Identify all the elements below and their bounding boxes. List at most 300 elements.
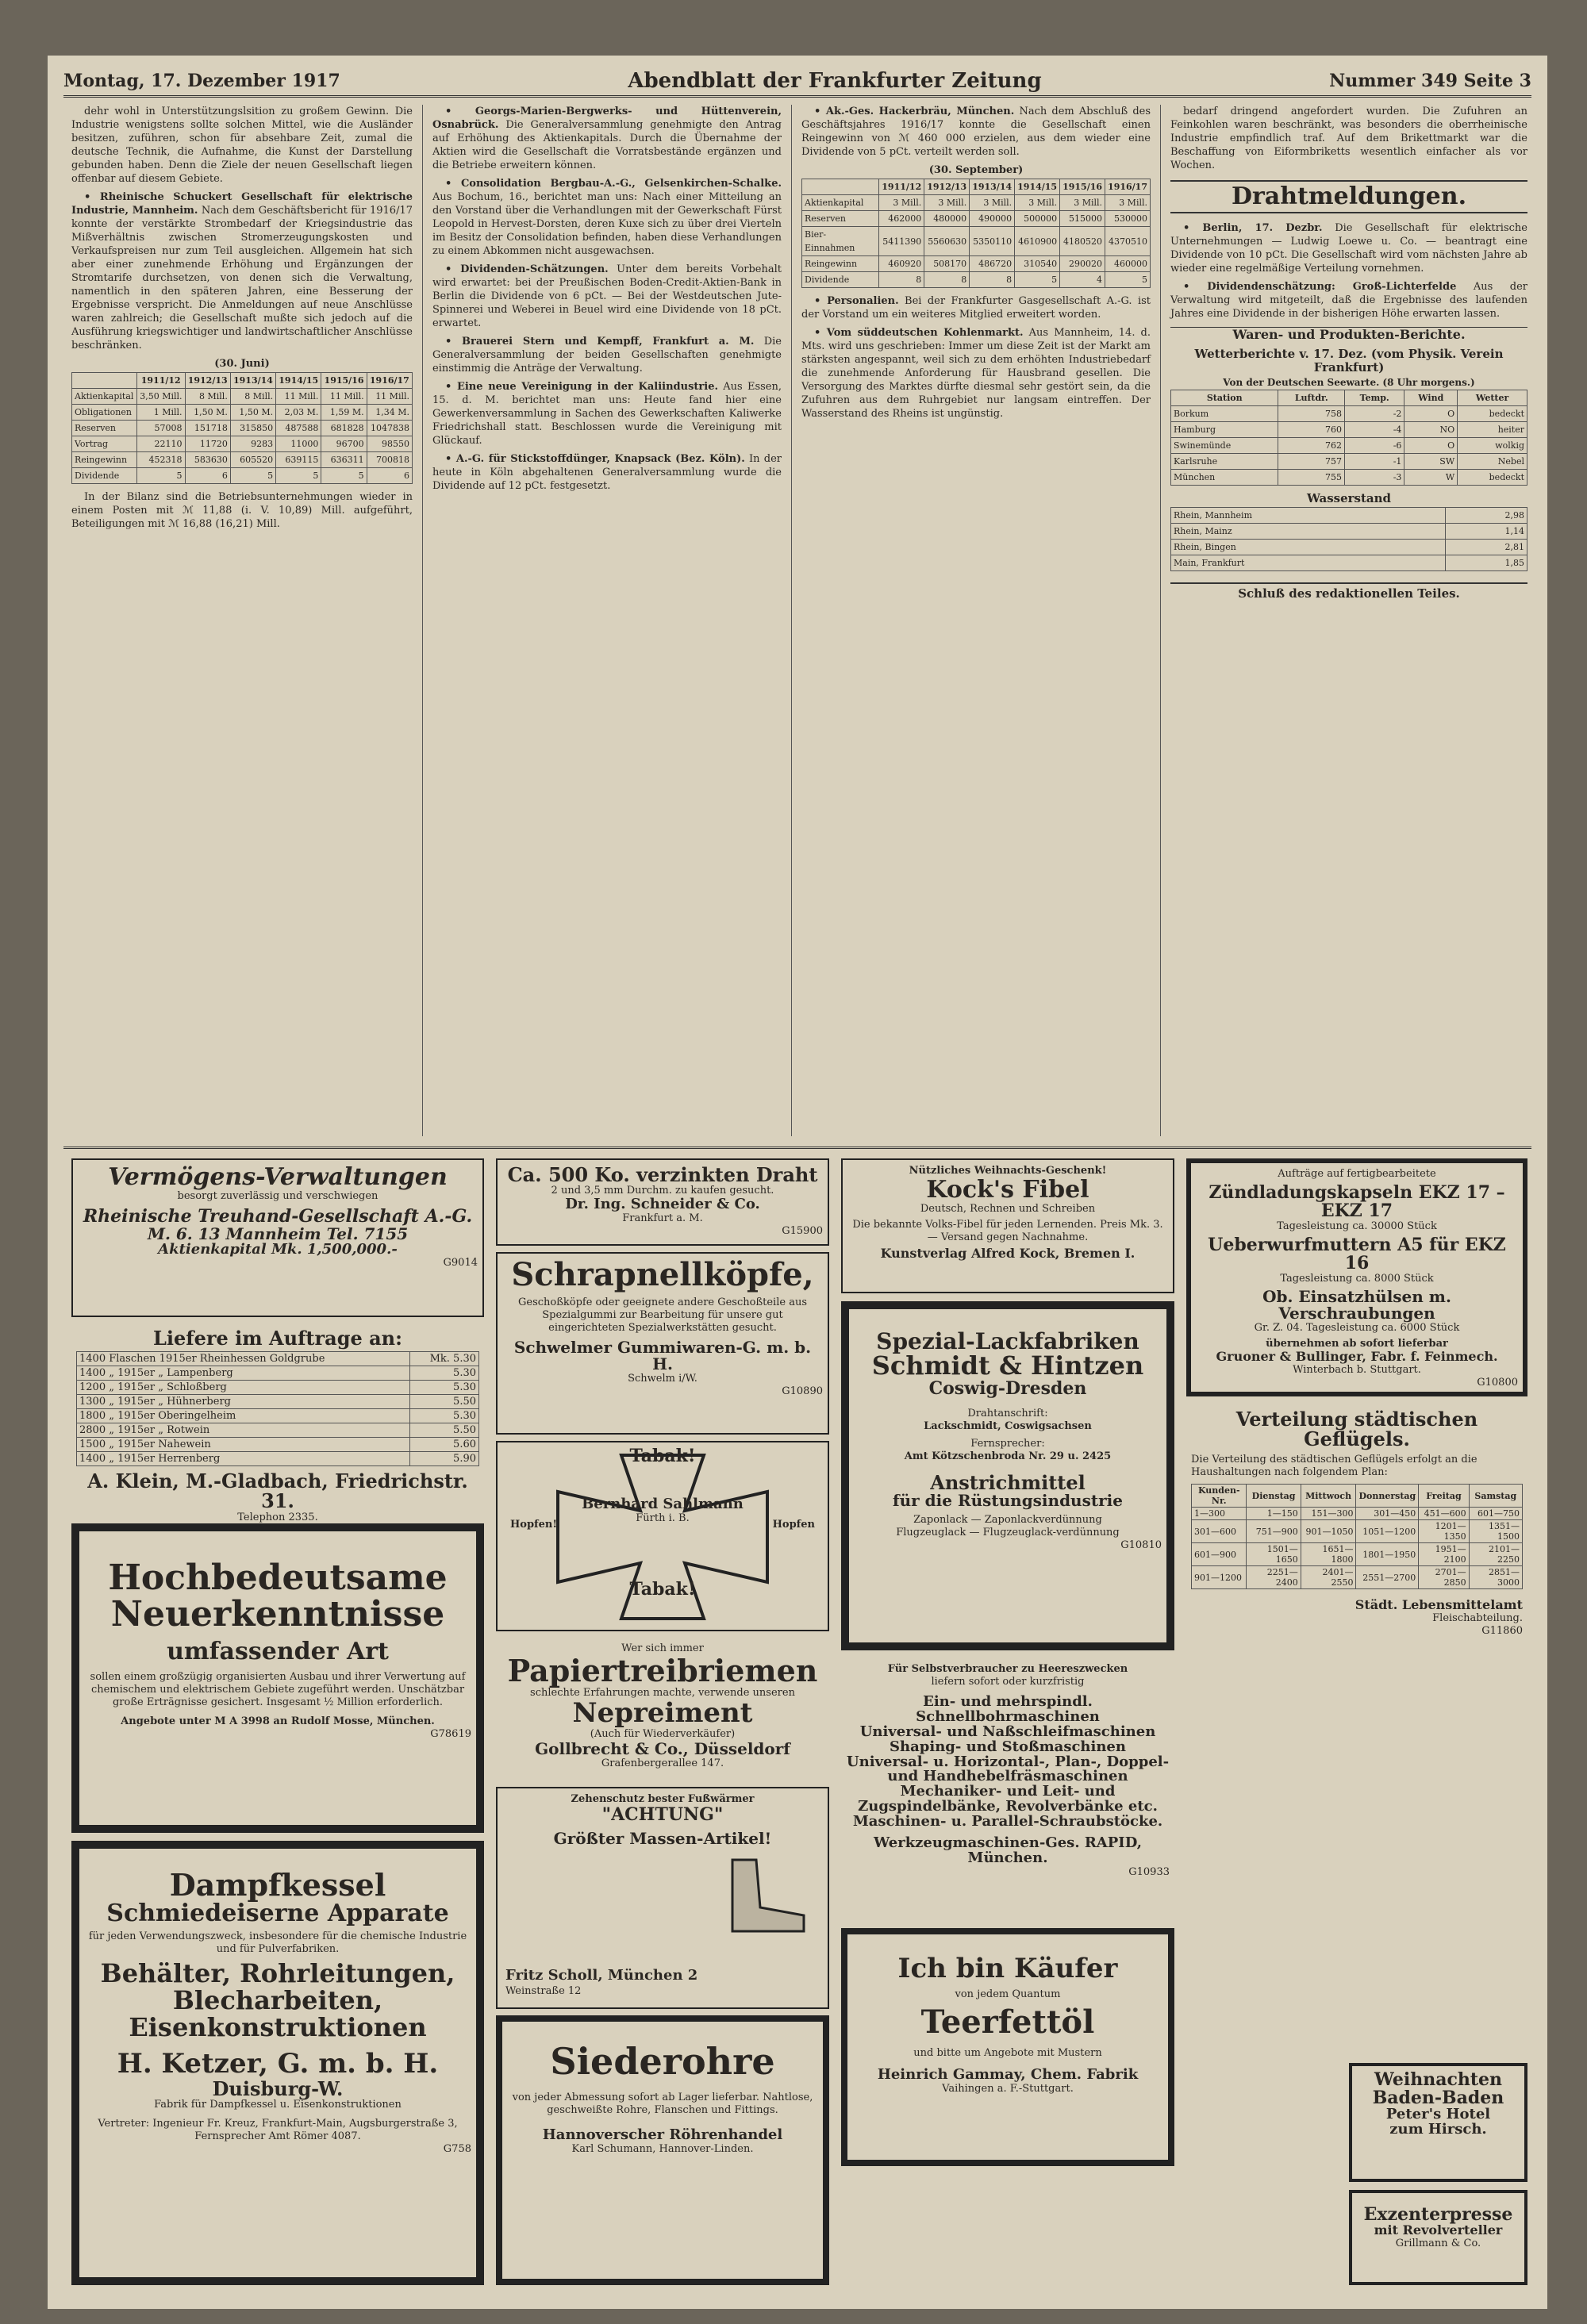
ad-product: Ueberwurfmuttern A5 für EKZ 16 — [1208, 1235, 1506, 1274]
col1-finance-table — [71, 372, 413, 484]
table-row — [1171, 454, 1527, 470]
ad-city: Schwelm i/W. — [628, 1373, 697, 1385]
table-cell: 1400 „ 1915er „ Lampenberg — [77, 1366, 410, 1381]
table-cell: 5 — [1015, 272, 1060, 288]
table-cell: Borkum — [1171, 406, 1278, 422]
table-cell: 301—450 — [1356, 1508, 1419, 1520]
table-cell: 6 — [185, 468, 230, 484]
table-row — [1192, 1520, 1523, 1543]
table-cell: 530000 — [1105, 211, 1151, 227]
ad-code: G10800 — [1477, 1377, 1518, 1389]
table-cell: 4180520 — [1060, 227, 1105, 256]
table-cell: 3 Mill. — [1105, 195, 1151, 211]
ad-subtitle: Deutsch, Rechnen und Schreiben — [920, 1202, 1096, 1215]
table-cell: 5 — [276, 468, 321, 484]
table-row — [1171, 438, 1527, 454]
article-column-2 — [432, 105, 782, 1144]
table-header-cell: 1916/17 — [1105, 179, 1151, 195]
ad-phone: Telephon 2335. — [237, 1511, 318, 1523]
table-cell: Rhein, Mannheim — [1171, 508, 1446, 524]
table-cell: 4 — [1060, 272, 1105, 288]
ad-city: Duisburg-W. — [212, 2076, 344, 2100]
table-cell: 601—750 — [1469, 1508, 1522, 1520]
col4-item-title: • Berlin, 17. Dezbr. — [1183, 222, 1323, 234]
table-row — [72, 421, 413, 436]
table-row — [1171, 406, 1527, 422]
table-cell: 2851—3000 — [1469, 1566, 1522, 1589]
col2-item-text: Unter dem bereits Vorbehalt wird erwartet: bei der Preußischen Boden-Credit-Aktien-Bank in Berlin die Dividende von 6 pCt. — Bei der Westdeutschen Jute-Spinnerei und Weberei in Beuel wird eine Dividende von 18 pCt. erwartet. — [432, 263, 782, 329]
table-cell: 460000 — [1105, 256, 1151, 272]
table-cell: 3 Mill. — [924, 195, 970, 211]
table-header-row — [72, 373, 413, 389]
end-editorial-note: Schluß des redaktionellen Teiles. — [1170, 582, 1527, 601]
ad-code: G10933 — [1128, 1865, 1170, 1878]
ad-text: Die bekannte Volks-Fibel für jeden Lernenden. Preis Mk. 3.— Versand gegen Nachnahme. — [852, 1218, 1163, 1243]
table-header-cell: Dienstag — [1247, 1485, 1301, 1508]
col3-table-title: (30. September) — [928, 164, 1024, 176]
ad-title: Neuerkenntnisse — [110, 1594, 445, 1635]
table-cell: 901—1200 — [1192, 1566, 1247, 1589]
table-cell: 22110 — [136, 436, 185, 452]
col4-item-title: • Dividendenschätzung: Groß-Lichterfelde — [1183, 281, 1457, 293]
table-cell: 96700 — [321, 436, 367, 452]
ad-subtitle: Schmiedeiserne Apparate — [106, 1899, 449, 1927]
table-cell: 5.90 — [410, 1452, 479, 1466]
table-header-cell — [802, 179, 879, 195]
table-cell: 755 — [1278, 470, 1345, 486]
ad-text: sollen einem großzügig organisierten Ausbau und ihrer Verwertung auf chemischem und elektrischem Gebiete zugeführt werden. Unschätzbar große Erträgnisse gesichert. Insgesamt ½ Million erforderlich. — [90, 1670, 466, 1708]
table-cell: 2800 „ 1915er „ Rotwein — [77, 1423, 410, 1438]
table-header-cell: 1914/15 — [276, 373, 321, 389]
ad-line: Ein- und mehrspindl. Schnellbohrmaschinen — [916, 1693, 1100, 1725]
table-cell: 1351—1500 — [1469, 1520, 1522, 1543]
table-cell: 462000 — [879, 211, 924, 227]
ad-subtitle: liefern sofort oder kurzfristig — [931, 1676, 1085, 1688]
table-cell: Dividende — [802, 272, 879, 288]
table-cell: 757 — [1278, 454, 1345, 470]
table-row — [1171, 422, 1527, 438]
table-header-cell: 1914/15 — [1015, 179, 1060, 195]
table-cell: 1047838 — [367, 421, 412, 436]
ad-text: Zaponlack — Zaponlackverdünnung — [913, 1514, 1102, 1527]
col3-item-text: Aus Mannheim, 14. d. Mts. wird uns geschrieben: Immer um diese Zeit ist der Markt am stärksten angespannt, weil sich zu dem erhöhten Industriebedarf die zunehmende Anforderung für Hausbrand gesellen. Die Versorgung des Marktes dürfte diesmal sehr gestört sein, da die Zufuhren aus dem Ruhrgebiet nur langsam eintreffen. Der Wasserstand des Rheins ist ungünstig. — [801, 327, 1151, 420]
col4-item-text: Die Gesellschaft für elektrische Unternehmungen — Ludwig Loewe u. Co. — beantragt eine Dividende von 10 pCt. Die Gesellschaft wird vom nächsten Jahre ab wieder eine regelmäßige Verteilung vornehmen. — [1170, 222, 1527, 275]
table-header-row — [802, 179, 1151, 195]
col3-item-text: Bei der Frankfurter Gasgesellschaft A.-G. ist der Vorstand um ein weiteres Mitglied erweitert worden. — [801, 295, 1151, 321]
table-cell: Rhein, Bingen — [1171, 540, 1446, 555]
table-cell: 3 Mill. — [1060, 195, 1105, 211]
ad-code: G10890 — [782, 1385, 823, 1397]
table-row — [77, 1381, 479, 1395]
ad-title: Spezial-Lackfabriken — [876, 1328, 1139, 1354]
table-cell: Dividende — [72, 468, 137, 484]
table-header-cell: 1913/14 — [230, 373, 275, 389]
ad-text: übernehmen ab sofort lieferbar — [1266, 1338, 1448, 1350]
ad-text: Aufträge auf fertigbearbeitete — [1278, 1168, 1436, 1180]
table-cell: 601—900 — [1192, 1543, 1247, 1566]
ad-title: Schrapnellköpfe, — [511, 1256, 814, 1293]
ad-note: Tagesleistung ca. 30000 Stück — [1277, 1220, 1437, 1233]
ad-spezial-lack — [841, 1301, 1174, 1650]
article-column-1 — [71, 105, 413, 1144]
masthead — [63, 67, 1531, 98]
ad-text: und bitte um Angebote mit Mustern — [913, 2046, 1102, 2059]
ad-tabak — [496, 1441, 829, 1631]
table-cell: O — [1404, 406, 1458, 422]
table-header-cell: 1916/17 — [367, 373, 412, 389]
table-header-cell: Freitag — [1419, 1485, 1469, 1508]
ad-text: Nützliches Weihnachts-Geschenk! — [909, 1165, 1107, 1177]
table-cell: 2,98 — [1446, 508, 1527, 524]
ad-subtitle: mit Revolverteller — [1374, 2222, 1503, 2238]
table-cell: 11 Mill. — [367, 389, 412, 405]
ad-product: Ob. Einsatzhülsen m. Verschraubungen — [1262, 1287, 1451, 1323]
table-cell: bedeckt — [1458, 406, 1527, 422]
table-header-cell: 1912/13 — [185, 373, 230, 389]
ad-city: Baden-Baden — [1372, 2088, 1504, 2109]
table-cell: 5.30 — [410, 1366, 479, 1381]
table-cell: Obligationen — [72, 405, 137, 421]
ad-kock-fibel — [841, 1158, 1174, 1293]
table-cell: 1800 „ 1915er Oberingelheim — [77, 1409, 410, 1423]
ad-title: Siederohre — [550, 2040, 775, 2083]
ad-city: Coswig-Dresden — [928, 1377, 1087, 1399]
ad-text: für jeden Verwendungszweck, insbesondere für die chemische Industrie und für Pulverfabriken. — [88, 1930, 467, 1956]
table-cell: 2,03 M. — [276, 405, 321, 421]
table-cell: 1500 „ 1915er Nahewein — [77, 1438, 410, 1452]
ad-line: Shaping- und Stoßmaschinen — [890, 1738, 1126, 1755]
ad-product: Zündladungskapseln EKZ 17 – EKZ 17 — [1209, 1182, 1505, 1222]
table-cell: 57008 — [136, 421, 185, 436]
ad-note: (Auch für Wiederverkäufer) — [590, 1727, 736, 1740]
table-header-cell: 1915/16 — [1060, 179, 1105, 195]
ad-text: von jeder Abmessung sofort ab Lager lieferbar. Nahtlose, geschweißte Rohre, Flanschen und Fittings. — [512, 2092, 813, 2117]
table-cell: -4 — [1345, 422, 1404, 438]
ad-papiertreibriemen — [496, 1638, 829, 1780]
ad-city: Winterbach b. Stuttgart. — [1293, 1364, 1421, 1377]
table-cell: Vortrag — [72, 436, 137, 452]
ad-kaeufer — [841, 1928, 1174, 2166]
table-cell: 1051—1200 — [1356, 1520, 1419, 1543]
weather-title: Wetterberichte v. 17. Dez. (vom Physik. Verein Frankfurt) — [1194, 347, 1504, 375]
table-cell: 639115 — [276, 452, 321, 468]
table-cell: 1200 „ 1915er „ Schloßberg — [77, 1381, 410, 1395]
ad-side-label: Hopfen! — [510, 1519, 558, 1531]
ad-product: Anstrichmittel — [930, 1471, 1086, 1495]
ad-vermoegens — [71, 1158, 484, 1317]
col2-item-title: • Dividenden-Schätzungen. — [445, 263, 609, 275]
col1-paragraph-end: In der Bilanz sind die Betriebsunternehmungen wieder in einem Posten mit ℳ 11,88 (i. V. 10,89) Mill. aufgeführt, Beteiligungen mit ℳ 16,88 (16,21) Mill. — [71, 491, 413, 530]
column-divider — [422, 105, 423, 1136]
masthead-issue: Nummer 349 Seite 3 — [1329, 71, 1531, 91]
ad-achtung — [496, 1787, 829, 2009]
weather-subtitle: Von der Deutschen Seewarte. (8 Uhr morgens.) — [1223, 377, 1475, 388]
ad-side-label: Hopfen — [772, 1519, 815, 1531]
ad-firm: Werkzeugmaschinen-Ges. RAPID, München. — [874, 1834, 1142, 1866]
table-cell: 515000 — [1060, 211, 1105, 227]
table-cell: 2551—2700 — [1356, 1566, 1419, 1589]
table-row — [72, 452, 413, 468]
table-cell: O — [1404, 438, 1458, 454]
table-cell: Mk. 5.30 — [410, 1352, 479, 1366]
table-row — [77, 1438, 479, 1452]
table-header-cell: Samstag — [1469, 1485, 1522, 1508]
table-cell: 98550 — [367, 436, 412, 452]
table-cell: 5350110 — [970, 227, 1015, 256]
ad-city: Vaihingen a. F.-Stuttgart. — [942, 2082, 1074, 2095]
table-row — [802, 211, 1151, 227]
table-row — [1171, 540, 1527, 555]
table-row — [802, 227, 1151, 256]
ad-hochbedeutsame — [71, 1523, 484, 1833]
table-cell: 1951—2100 — [1419, 1543, 1469, 1566]
ad-phone: Amt Kötzschenbroda Nr. 29 u. 2425 — [904, 1450, 1112, 1463]
table-cell: 583630 — [185, 452, 230, 468]
table-header-cell: Kunden-Nr. — [1192, 1485, 1247, 1508]
column-divider — [791, 105, 792, 1136]
ad-title: Liefere im Auftrage an: — [153, 1327, 402, 1350]
col3-finance-table — [801, 179, 1151, 288]
ad-text: schlechte Erfahrungen machte, verwende unseren — [530, 1686, 795, 1699]
ad-firm: A. Klein, M.-Gladbach, Friedrichstr. 31. — [87, 1469, 468, 1513]
table-cell: W — [1404, 470, 1458, 486]
ad-title: Für Selbstverbraucher zu Heereszwecken — [887, 1663, 1128, 1675]
ad-exzenterpresse — [1349, 2190, 1527, 2285]
table-cell: 3 Mill. — [970, 195, 1015, 211]
wine-list-table — [76, 1351, 479, 1466]
table-cell: Aktienkapital — [72, 389, 137, 405]
table-cell: 751—900 — [1247, 1520, 1301, 1543]
table-cell: 8 Mill. — [230, 389, 275, 405]
ad-product: für die Rüstungsindustrie — [893, 1491, 1123, 1511]
table-cell: 11 Mill. — [276, 389, 321, 405]
shoe-illustration-icon — [717, 1852, 812, 1939]
ad-label: Drahtanschrift: — [967, 1408, 1048, 1420]
section-heading: Waren- und Produkten-Berichte. — [1170, 327, 1527, 341]
table-cell: -3 — [1345, 470, 1404, 486]
col1-paragraph: dehr wohl in Unterstützungslsition zu großem Gewinn. Die Industrie wenigstens sollte solchen Mittel, wie die Ausländer besitzen, zuführen, schon für absehbare Zeit, zumal die deutsche Technik, die Aufnahme, die Kunst der Darstellung gebunden haben. Denn die Ziele der neuen Gesellschaft liegen offenbar auf diesem Gebiete. — [71, 106, 413, 185]
table-cell: 3,50 Mill. — [136, 389, 185, 405]
table-cell: NO — [1404, 422, 1458, 438]
ad-contact: Angebote unter M A 3998 an Rudolf Mosse, München. — [121, 1715, 435, 1727]
col1-table-title: (30. Juni) — [214, 358, 270, 370]
ad-dampfkessel — [71, 1841, 484, 2285]
ad-firm: Bernhard Sahlmann — [582, 1496, 744, 1513]
table-cell: 5 — [136, 468, 185, 484]
table-cell: 1,14 — [1446, 524, 1527, 540]
ad-firm: Heinrich Gammay, Chem. Fabrik — [877, 2065, 1139, 2083]
table-cell: 1,50 M. — [230, 405, 275, 421]
table-cell: 487588 — [276, 421, 321, 436]
ad-firm: Kunstverlag Alfred Kock, Bremen I. — [880, 1245, 1135, 1261]
ad-title: Vermögens-Verwaltungen — [108, 1163, 448, 1191]
table-cell: 5.50 — [410, 1395, 479, 1409]
table-row — [72, 436, 413, 452]
table-row — [72, 405, 413, 421]
table-cell: 1651—1800 — [1301, 1543, 1356, 1566]
col1-item-text: Nach dem Geschäftsbericht für 1916/17 konnte der verstärkte Strombedarf der Kriegsindustrie das Mißverhältnis zwischen Stromerzeugungskosten und Verkaufspreisen nur zum Teil ausgleichen. Allgemein hat sich aber einer zunehmende Erhöhung und Ergänzungen der Stromtarife durchsetzen, von denen sich die Verwaltung, namentlich in den späteren Jahren, eine Besserung der Ergebnisse verspricht. Die Anmeldungen auf neue Anschlüsse waren zahlreich; die Gesellschaft mußte sich jedoch auf die Ausführung kriegswichtiger und landwirtschaftlicher Anschlüsse beschränken. — [71, 205, 413, 351]
table-cell: wolkig — [1458, 438, 1527, 454]
ad-note: Tagesleistung ca. 8000 Stück — [1280, 1273, 1434, 1285]
table-cell: 2,81 — [1446, 540, 1527, 555]
table-cell: München — [1171, 470, 1278, 486]
table-cell: -1 — [1345, 454, 1404, 470]
ad-title: Tabak! — [629, 1446, 696, 1466]
col2-item-text: In der heute in Köln abgehaltenen Generalversammlung wurde die Dividende auf 12 pCt. festgesetzt. — [432, 453, 782, 492]
table-cell: 2701—2850 — [1419, 1566, 1469, 1589]
col3-item-title: • Personalien. — [814, 295, 899, 307]
ad-firm: Rheinische Treuhand-Gesellschaft A.-G. — [83, 1205, 473, 1227]
table-cell: Rhein, Mainz — [1171, 524, 1446, 540]
ad-telegram: Lackschmidt, Coswigsachsen — [924, 1420, 1092, 1433]
ad-title: Ich bin Käufer — [897, 1953, 1118, 1984]
ad-firm: Peter's Hotel — [1385, 2106, 1491, 2123]
table-cell: 1—150 — [1247, 1508, 1301, 1520]
table-row — [72, 468, 413, 484]
ad-firm: H. Ketzer, G. m. b. H. — [117, 2048, 439, 2080]
ad-line: Behälter, Rohrleitungen, — [100, 1958, 455, 1989]
ad-footer: Städt. Lebensmittelamt — [1355, 1597, 1523, 1613]
table-cell: 151718 — [185, 421, 230, 436]
table-cell: 1400 Flaschen 1915er Rheinhessen Goldgrube — [77, 1352, 410, 1366]
table-cell: 310540 — [1015, 256, 1060, 272]
table-cell: 700818 — [367, 452, 412, 468]
ad-title: Ca. 500 Ko. verzinkten Draht — [507, 1163, 818, 1186]
ad-liefere — [71, 1323, 484, 1523]
table-cell: 5 — [230, 468, 275, 484]
ad-subtitle: umfassender Art — [167, 1638, 389, 1666]
col2-item-title: • Brauerei Stern und Kempff, Frankfurt a. M. — [445, 336, 755, 348]
ad-firm: Gollbrecht & Co., Düsseldorf — [535, 1738, 790, 1758]
table-cell: 4610900 — [1015, 227, 1060, 256]
newspaper-page — [48, 56, 1547, 2309]
ad-title: Papiertreibriemen — [507, 1653, 818, 1688]
table-row — [77, 1366, 479, 1381]
table-row — [1192, 1508, 1523, 1520]
table-row — [77, 1423, 479, 1438]
table-cell: Swinemünde — [1171, 438, 1278, 454]
table-cell: 6 — [367, 468, 412, 484]
table-cell: 1,50 M. — [185, 405, 230, 421]
masthead-date: Montag, 17. Dezember 1917 — [63, 71, 340, 91]
table-cell: bedeckt — [1458, 470, 1527, 486]
ad-address: Grafenbergerallee 147. — [601, 1757, 724, 1769]
ad-address: Weinstraße 12 — [505, 1985, 582, 1997]
ad-city: Fürth i. B. — [636, 1512, 690, 1524]
table-header-cell — [72, 373, 137, 389]
col4-item-text: Aus der Verwaltung wird mitgeteilt, daß die Ergebnisse des laufenden Jahres eine Dividende in der bisherigen Höhe erwarten lassen. — [1170, 281, 1528, 320]
table-cell: 1801—1950 — [1356, 1543, 1419, 1566]
ad-title: Dampfkessel — [169, 1867, 386, 1903]
ad-title: Weihnachten — [1374, 2069, 1503, 2090]
col3-item-title: • Ak.-Ges. Hackerbräu, München. — [814, 106, 1015, 117]
table-cell: 2401—2550 — [1301, 1566, 1356, 1589]
table-header-cell: Temp. — [1345, 390, 1404, 406]
table-cell: 11000 — [276, 436, 321, 452]
table-header-cell: 1915/16 — [321, 373, 367, 389]
table-cell: 2101—2250 — [1469, 1543, 1522, 1566]
ad-schrapnell — [496, 1252, 829, 1435]
ad-gefluegel — [1186, 1404, 1527, 2055]
table-cell: 8 — [924, 272, 970, 288]
col2-item-text: Aus Essen, 15. d. M. berichtet man uns: Heute fand hier eine Gewerkenversammlung in Sachen des Gewerkschaften Kaliwerke Friedrichshall statt. Beschlossen wurde die Vereinigung mit Glückauf. — [432, 381, 782, 447]
table-cell: 1,85 — [1446, 555, 1527, 571]
table-cell: 5 — [321, 468, 367, 484]
ad-title: Hochbedeutsame — [108, 1558, 448, 1598]
ad-title: Kock's Fibel — [926, 1176, 1089, 1204]
table-header-cell: Wetter — [1458, 390, 1527, 406]
water-table — [1170, 507, 1527, 571]
table-header-cell: Wind — [1404, 390, 1458, 406]
table-cell: 762 — [1278, 438, 1345, 454]
table-cell: 2251—2400 — [1247, 1566, 1301, 1589]
table-cell: Hamburg — [1171, 422, 1278, 438]
col2-item-title: • Eine neue Vereinigung in der Kaliindustrie. — [445, 381, 718, 393]
col1-item-title: • Rheinische Schuckert Gesellschaft für elektrische Industrie, Mannheim. — [71, 191, 413, 217]
col2-item-title: • Georgs-Marien-Bergwerks- und Hüttenverein, Osnabrück. — [432, 106, 782, 131]
table-cell: 5411390 — [879, 227, 924, 256]
table-cell: Main, Frankfurt — [1171, 555, 1446, 571]
table-cell: SW — [1404, 454, 1458, 470]
table-cell: 5.60 — [410, 1438, 479, 1452]
table-cell: 681828 — [321, 421, 367, 436]
table-cell: 315850 — [230, 421, 275, 436]
ad-firm: zum Hirsch. — [1389, 2121, 1487, 2138]
table-cell: 301—600 — [1192, 1520, 1247, 1543]
article-column-3 — [801, 105, 1151, 1144]
ad-text: besorgt zuverlässig und verschwiegen — [177, 1189, 378, 1202]
ad-title: "ACHTUNG" — [601, 1804, 724, 1825]
table-cell: 3 Mill. — [879, 195, 924, 211]
table-cell: 8 — [970, 272, 1015, 288]
ad-text: Flugzeuglack — Flugzeuglack-verdünnung — [896, 1527, 1120, 1539]
ad-label: Fernsprecher: — [970, 1438, 1045, 1450]
table-header-cell: 1911/12 — [879, 179, 924, 195]
table-cell: 490000 — [970, 211, 1015, 227]
ad-line: Eisenkonstruktionen — [129, 2011, 427, 2042]
ad-text: 2 und 3,5 mm Durchm. zu kaufen gesucht. — [551, 1185, 774, 1197]
table-row — [77, 1395, 479, 1409]
table-cell: 1400 „ 1915er Herrenberg — [77, 1452, 410, 1466]
table-cell: 1,59 M. — [321, 405, 367, 421]
table-cell: 1300 „ 1915er „ Hühnerberg — [77, 1395, 410, 1409]
table-cell: -6 — [1345, 438, 1404, 454]
ad-selbstverbraucher — [841, 1658, 1174, 1920]
ad-line: Blecharbeiten, — [172, 1984, 383, 2015]
ad-weihnachten — [1349, 2063, 1527, 2182]
table-cell: 8 Mill. — [185, 389, 230, 405]
ad-title: Exzenterpresse — [1363, 2204, 1513, 2225]
table-cell: Bier-Einnahmen — [802, 227, 879, 256]
table-header-cell: 1911/12 — [136, 373, 185, 389]
table-cell: 1201—1350 — [1419, 1520, 1469, 1543]
table-cell: 11 Mill. — [321, 389, 367, 405]
table-cell: 290020 — [1060, 256, 1105, 272]
table-cell: 901—1050 — [1301, 1520, 1356, 1543]
ad-text: Wer sich immer — [621, 1642, 704, 1654]
ad-code: G78619 — [430, 1727, 471, 1740]
table-cell: heiter — [1458, 422, 1527, 438]
ad-firm: Dr. Ing. Schneider & Co. — [565, 1196, 760, 1213]
section-heading: Drahtmeldungen. — [1170, 180, 1527, 213]
ad-address: Karl Schumann, Hannover-Linden. — [571, 2143, 754, 2156]
table-cell: 1 Mill. — [136, 405, 185, 421]
ad-capital: Aktienkapital Mk. 1,500,000.- — [158, 1240, 398, 1258]
table-cell: 8 — [879, 272, 924, 288]
ad-draht — [496, 1158, 829, 1246]
table-cell: 758 — [1278, 406, 1345, 422]
ad-city: Frankfurt a. M. — [622, 1212, 703, 1225]
